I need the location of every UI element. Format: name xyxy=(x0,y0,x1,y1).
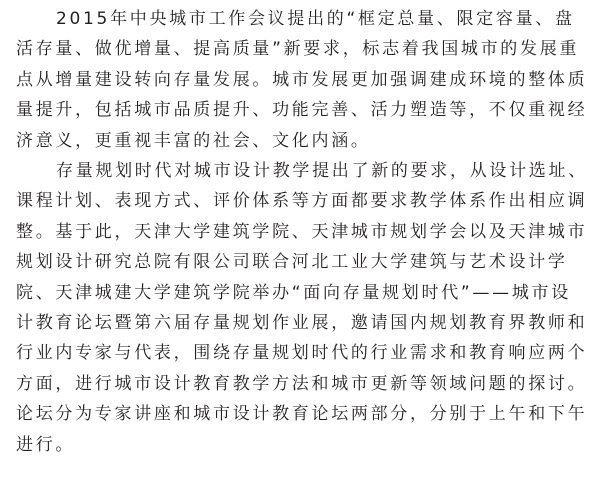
paragraph-2: 存量规划时代对城市设计教学提出了新的要求，从设计选址、课程计划、表现方式、评价体系等方面都要求教学体系作出相应调整。基于此，天津大学建筑学院、天津城市规划学会以及天津城市规划设计研究总院有限公司联合河北工业大学建筑与艺术设计学院、天津城建大学建筑学院举办“面向存量规划时代”——城市设计教育论坛暨第六届存量规划作业展，邀请国内规划教育界教师和行业内专家与代表，围绕存量规划时代的行业需求和教育响应两个方面，进行城市设计教育教学方法和城市更新等领域问题的探讨。论坛分为专家讲座和城市设计教育论坛两部分，分别于上午和下午进行。 xyxy=(16,161,588,455)
paragraph-1: 2015年中央城市工作会议提出的“框定总量、限定容量、盘活存量、做优增量、提高质量”新要求，标志着我国城市的发展重点从增量建设转向存量发展。城市发展更加强调建成环境的整体质量提升，包括城市品质提升、功能完善、活力塑造等，不仅重视经济意义，更重视丰富的社会、文化内涵。 xyxy=(16,9,588,151)
